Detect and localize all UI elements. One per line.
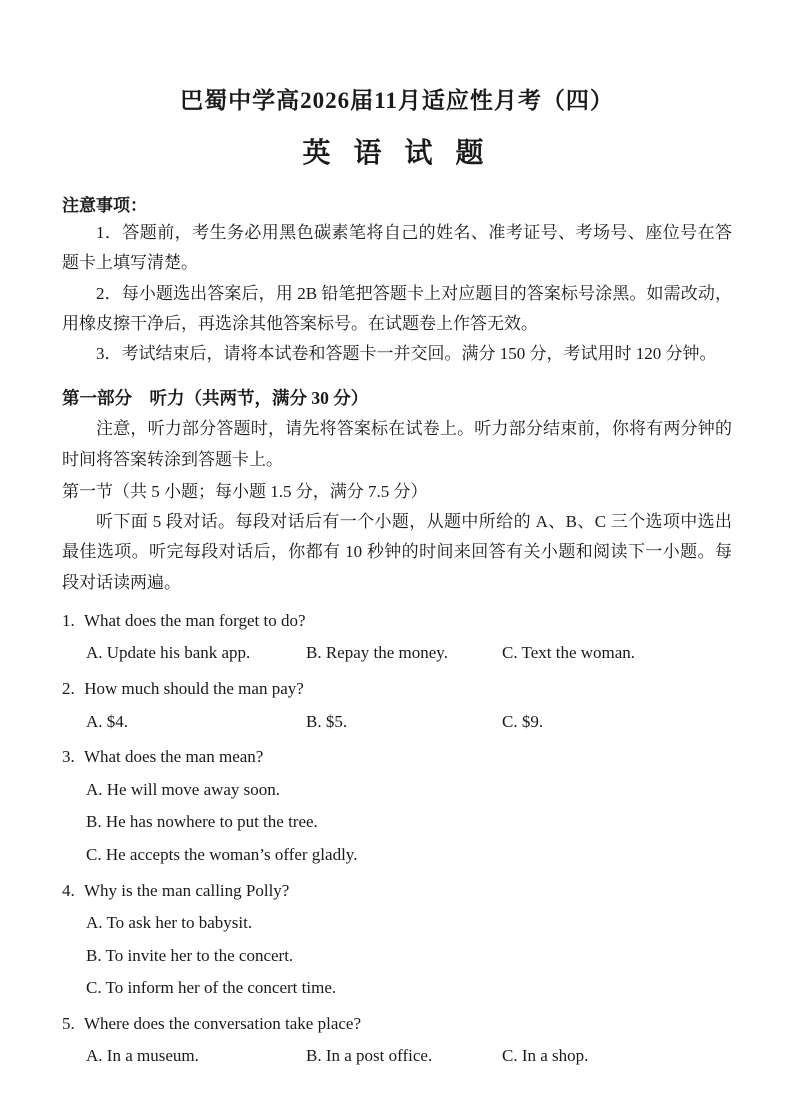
question-4-number: 4. [62, 880, 75, 900]
question-5 [62, 1009, 732, 1072]
question-3 [62, 742, 732, 870]
question-4 [62, 876, 732, 1004]
part1-heading: 第一部分 听力（共两节，满分 30 分） [62, 388, 369, 409]
question-4-options [86, 908, 732, 1004]
notice-item-1: 1．答题前，考生务必用黑色碳素笔将自己的姓名、准考证号、考场号、座位号在答题卡上填写清楚。 [62, 223, 732, 273]
part1-section [62, 385, 732, 598]
question-5-number: 5. [62, 1013, 75, 1033]
question-3-option-b: B. He has nowhere to put the tree. [86, 812, 318, 832]
question-4-line [62, 876, 732, 907]
question-1-line [62, 606, 732, 637]
section1-heading: 第一节（共 5 小题；每小题 1.5 分，满分 7.5 分） [62, 481, 428, 501]
question-5-options [86, 1041, 732, 1072]
question-2-stem: How much should the man pay? [84, 678, 304, 698]
question-1 [62, 606, 732, 669]
question-3-line [62, 742, 732, 773]
notice-heading: 注意事项： [62, 196, 147, 215]
notice-section [62, 191, 732, 369]
question-5-option-c: C. In a shop. [502, 1046, 589, 1066]
question-4-option-a: A. To ask her to babysit. [86, 913, 253, 933]
question-2-option-c: C. $9. [502, 711, 544, 731]
question-4-option-b: B. To invite her to the concert. [86, 945, 294, 965]
question-2-option-a: A. $4. [86, 711, 129, 731]
page-subtitle: 英 语 试 题 [302, 138, 492, 169]
notice-item-3: 3．考试结束后，请将本试卷和答题卡一并交回。满分 150 分，考试用时 120 分钟。 [96, 344, 717, 363]
notice-item-2: 2．每小题选出答案后，用 2B 铅笔把答题卡上对应题目的答案标号涂黑。如需改动，用橡皮擦干净后，再选涂其他答案标号。在试题卷上作答无效。 [62, 283, 732, 333]
question-5-option-b: B. In a post office. [306, 1046, 433, 1066]
question-3-stem: What does the man mean? [83, 747, 264, 767]
question-3-number: 3. [62, 747, 75, 767]
question-2-option-b: B. $5. [306, 711, 348, 731]
question-3-option-c: C. He accepts the woman’s offer gladly. [86, 844, 358, 864]
question-2 [62, 674, 732, 737]
question-3-options [86, 775, 732, 871]
section1-instructions: 听下面 5 段对话。每段对话后有一个小题，从题中所给的 A、B、C 三个选项中选出最佳选项。听完每段对话后，你都有 10 秒钟的时间来回答有关小题和阅读下一小题。每段对话读两遍。 [62, 512, 732, 592]
question-4-stem: Why is the man calling Polly? [83, 880, 290, 900]
question-3-option-a: A. He will move away soon. [86, 779, 281, 799]
question-2-number: 2. [62, 678, 75, 698]
question-1-stem: What does the man forget to do? [83, 610, 306, 630]
question-1-number: 1. [62, 610, 75, 630]
question-4-option-c: C. To inform her of the concert time. [86, 978, 337, 998]
part1-instructions: 注意，听力部分答题时，请先将答案标在试卷上。听力部分结束前，你将有两分钟的时间将答案转涂到答题卡上。 [62, 419, 732, 469]
question-2-options [86, 707, 732, 738]
question-1-option-c: C. Text the woman. [502, 643, 636, 663]
question-1-option-b: B. Repay the money. [306, 643, 448, 663]
question-2-line [62, 674, 732, 705]
question-5-line [62, 1009, 732, 1040]
question-5-option-a: A. In a museum. [86, 1046, 199, 1066]
question-1-options [86, 638, 732, 669]
page-title: 巴蜀中学高2026届11月适应性月考（四） [180, 88, 614, 113]
question-1-option-a: A. Update his bank app. [86, 643, 251, 663]
question-list [62, 606, 732, 1072]
question-5-stem: Where does the conversation take place? [83, 1013, 362, 1033]
